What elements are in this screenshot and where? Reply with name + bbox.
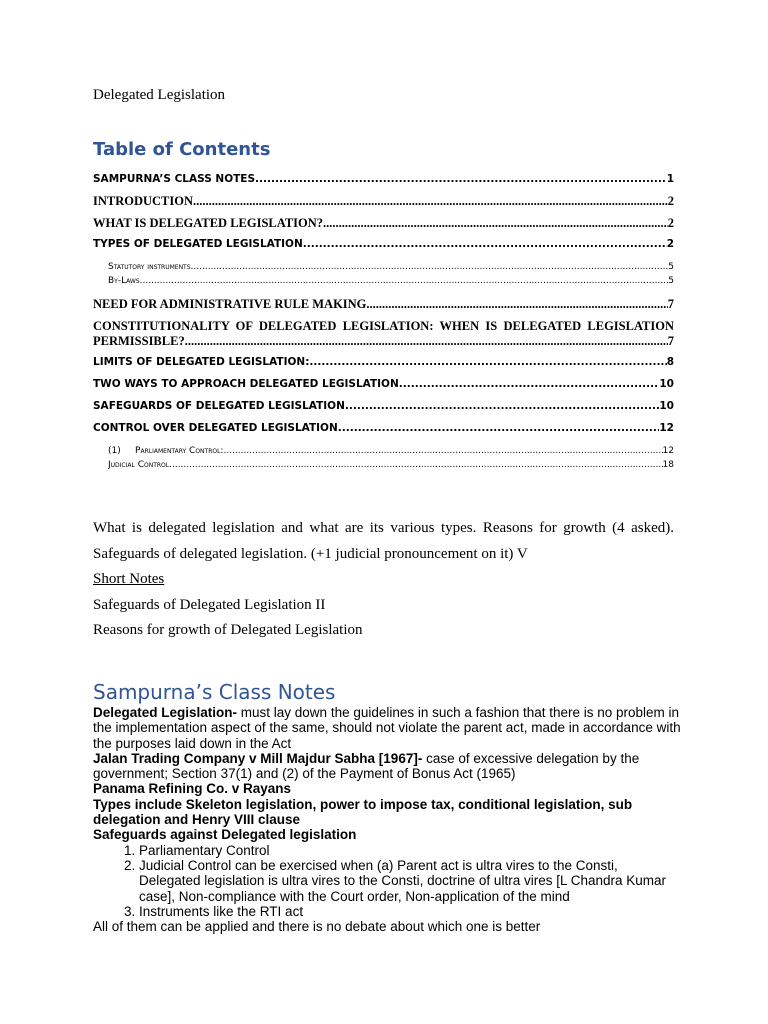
toc-entry-sampurnas-class-notes[interactable]: SAMPURNA’S CLASS NOTES ..... 1 bbox=[93, 173, 674, 185]
question-1: What is delegated legislation and what are its various types. Reasons for growth (4 asked). bbox=[93, 520, 674, 536]
toc-entry-need-for-administrative-rule-making[interactable]: NEED FOR ADMINISTRATIVE RULE MAKING ..... 7 bbox=[93, 297, 674, 312]
toc-entry-introduction[interactable]: INTRODUCTION ..... 2 bbox=[93, 194, 674, 209]
safeguards-list bbox=[93, 843, 683, 919]
class-notes-body bbox=[93, 705, 683, 934]
notes-text: must lay down the guidelines in such a fashion that there is no problem in the implementation aspect of the same, should not violate the parent act, made in accordance with the purposes laid down in the Act bbox=[93, 705, 681, 751]
toc-entry-parliamentary-control[interactable]: (1) Parliamentary Control: ..... 12 bbox=[108, 446, 674, 456]
toc-entry-types-of-delegated-legislation[interactable]: TYPES OF DELEGATED LEGISLATION ..... 2 bbox=[93, 238, 674, 250]
toc-entry-constitutionality-line1: CONSTITUTIONALITY OF DELEGATED LEGISLATION: WHEN IS DELEGATED LEGISLATION bbox=[93, 319, 674, 333]
question-4: Reasons for growth of Delegated Legislation bbox=[93, 622, 363, 638]
toc-entry-what-is-delegated-legislation[interactable]: WHAT IS DELEGATED LEGISLATION? ..... 2 bbox=[93, 216, 674, 231]
toc-entry-constitutionality-line2: PERMISSIBLE? ..... 7 bbox=[93, 334, 674, 349]
toc-entry-limits-of-delegated-legislation[interactable]: LIMITS OF DELEGATED LEGISLATION: ..... 8 bbox=[93, 356, 674, 368]
notes-text: case of excessive delegation by the government; Section 37(1) and (2) of the Payment of Bonus Act (1965) bbox=[93, 750, 640, 782]
list-item: 3. Instruments like the RTI act bbox=[139, 904, 683, 919]
toc-heading: Table of Contents bbox=[93, 139, 271, 160]
list-item: 2. Judicial Control can be exercised when (a) Parent act is ultra vires to the Consti, Delegated legislation is ultra vires to the Consti, doctrine of ultra vires [L Chandra Kumar case], Non-compliance with the Court order, Non-application of the mind bbox=[139, 858, 683, 904]
notes-safeguards-heading: Safeguards against Delegated legislation bbox=[93, 827, 357, 843]
toc-entry-constitutionality[interactable] bbox=[93, 319, 674, 349]
notes-paragraph-panama-refining bbox=[93, 781, 683, 796]
question-2: Safeguards of delegated legislation. (+1 judicial pronouncement on it) V bbox=[93, 545, 528, 562]
list-item: 1. Parliamentary Control bbox=[139, 843, 683, 858]
toc-entry-statutory-instruments[interactable]: Statutory instruments ..... 5 bbox=[108, 262, 674, 272]
notes-paragraph-types bbox=[93, 797, 683, 828]
toc-entry-two-ways-to-approach[interactable]: TWO WAYS TO APPROACH DELEGATED LEGISLATION ..... 10 bbox=[93, 378, 674, 390]
short-notes-label: Short Notes bbox=[93, 571, 165, 587]
question-3: Safeguards of Delegated Legislation II bbox=[93, 596, 326, 613]
toc-entry-safeguards[interactable]: SAFEGUARDS OF DELEGATED LEGISLATION ..... 10 bbox=[93, 400, 674, 412]
toc-entry-control-over-delegated-legislation[interactable]: CONTROL OVER DELEGATED LEGISLATION ..... 12 bbox=[93, 422, 674, 434]
document-title: Delegated Legislation bbox=[93, 87, 226, 103]
notes-paragraph-safeguards bbox=[93, 827, 683, 842]
notes-case-name: Panama Refining Co. v Rayans bbox=[93, 781, 292, 797]
toc-entry-judicial-control[interactable]: Judicial Control ..... 18 bbox=[108, 460, 674, 470]
notes-types: Types include Skeleton legislation, power to impose tax, conditional legislation, sub delegation and Henry VIII clause bbox=[93, 796, 633, 828]
notes-paragraph-delegated-legislation bbox=[93, 705, 683, 751]
notes-case-name: Jalan Trading Company v Mill Majdur Sabha [1967]- bbox=[93, 750, 423, 766]
notes-paragraph-jalan-trading bbox=[93, 751, 683, 782]
toc-entry-by-laws[interactable]: By-Laws ..... 5 bbox=[108, 276, 674, 286]
notes-closing: All of them can be applied and there is no debate about which one is better bbox=[93, 919, 541, 935]
class-notes-heading: Sampurna’s Class Notes bbox=[93, 680, 336, 704]
exam-questions bbox=[93, 516, 674, 644]
notes-term: Delegated Legislation- bbox=[93, 705, 238, 720]
